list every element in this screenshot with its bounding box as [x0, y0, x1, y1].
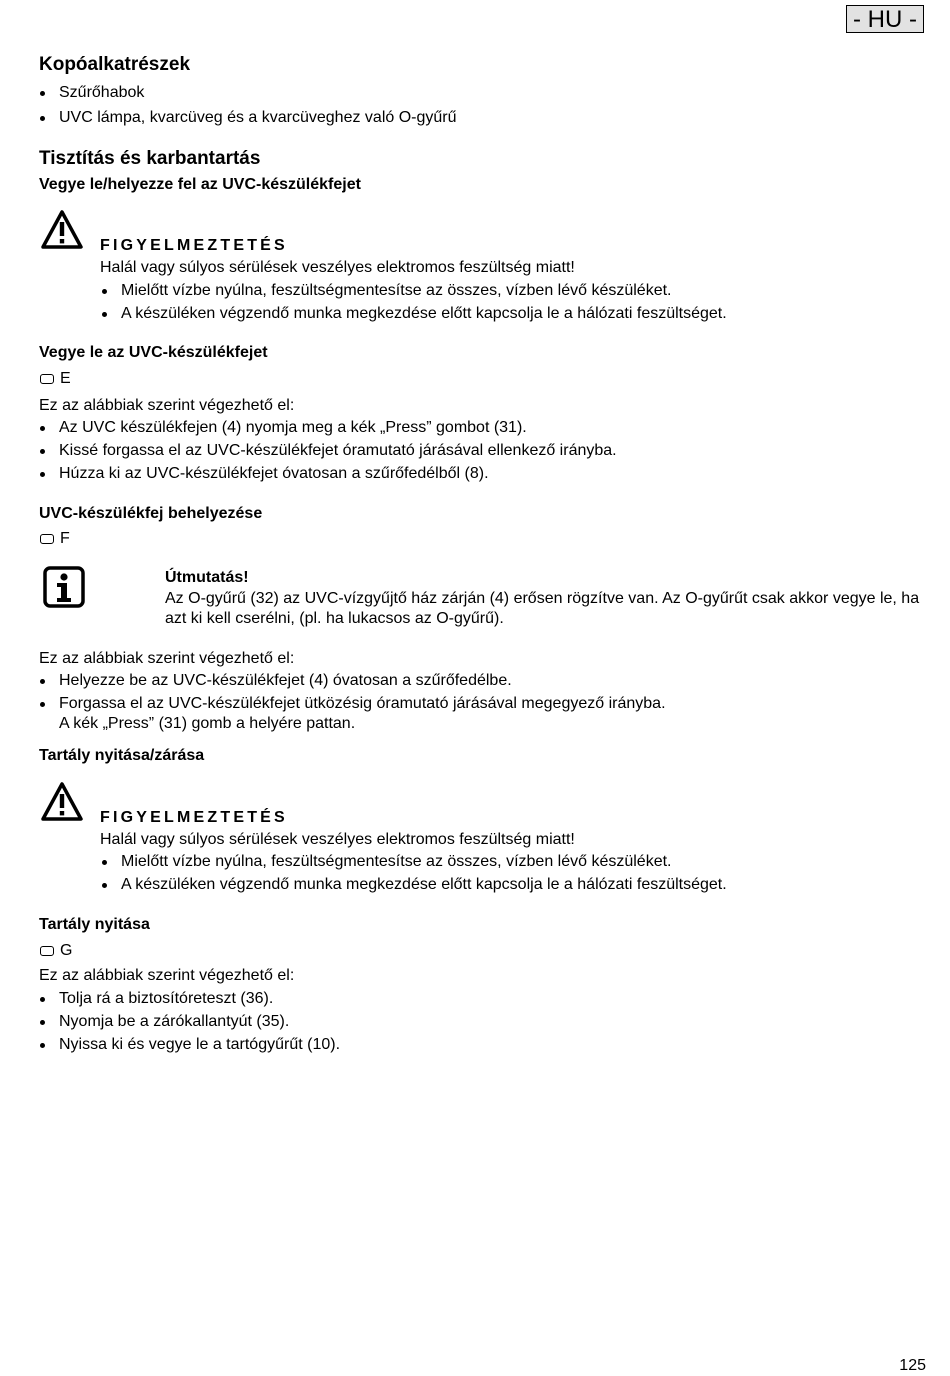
list-item-continuation: A kék „Press” (31) gomb a helyére pattan. [59, 715, 356, 732]
info-icon [43, 566, 85, 608]
list-item: Húzza ki az UVC-készülékfejet óvatosan a szűrőfedélből (8). [59, 465, 489, 482]
list-item: Nyissa ki és vegye le a tartógyűrűt (10). [59, 1036, 341, 1053]
figure-ref [40, 941, 72, 961]
list-item: Szűrőhabok [59, 84, 145, 101]
figure-ref-label: E [60, 370, 71, 387]
warning-text: Halál vagy súlyos sérülések veszélyes elektromos feszültség miatt! [100, 259, 575, 276]
list-item: Tolja rá a biztosítóreteszt (36). [59, 990, 274, 1007]
figure-ref-label: F [60, 530, 70, 547]
remove-heading: Vegye le az UVC-készülékfejet [39, 344, 268, 361]
warning-text: Halál vagy súlyos sérülések veszélyes elektromos feszültség miatt! [100, 831, 575, 848]
list-item: Mielőtt vízbe nyúlna, feszültségmentesítse az összes, vízben lévő készüléket. [121, 282, 672, 299]
note-title: Útmutatás! [165, 569, 249, 586]
list-item: Helyezze be az UVC-készülékfejet (4) óvatosan a szűrőfedélbe. [59, 672, 512, 689]
page-number: 125 [899, 1357, 926, 1374]
tank-heading: Tartály nyitása/zárása [39, 747, 205, 764]
list-item: Kissé forgassa el az UVC-készülékfejet óramutató járásával ellenkező irányba. [59, 442, 617, 459]
instruction-intro: Ez az alábbiak szerint végezhető el: [39, 397, 295, 414]
list-item: A készüléken végzendő munka megkezdése előtt kapcsolja le a hálózati feszültséget. [121, 305, 727, 322]
figure-ref [40, 369, 71, 389]
list-item: A készüléken végzendő munka megkezdése előtt kapcsolja le a hálózati feszültséget. [121, 876, 727, 893]
warning-title: FIGYELMEZTETÉS [100, 809, 288, 826]
list-item: Mielőtt vízbe nyúlna, feszültségmentesítse az összes, vízben lévő készüléket. [121, 853, 672, 870]
figure-ref-icon [40, 534, 54, 544]
figure-ref [40, 529, 70, 549]
warning-triangle-icon [40, 781, 84, 822]
figure-ref-icon [40, 946, 54, 956]
insert-heading: UVC-készülékfej behelyezése [39, 505, 263, 522]
list-item: Forgassa el az UVC-készülékfejet ütközésig óramutató járásával megegyező irányba. [59, 695, 666, 712]
language-tag: - HU - [846, 5, 924, 33]
maintenance-heading: Tisztítás és karbantartás [39, 148, 261, 169]
note-text: Az O-gyűrű (32) az UVC-vízgyűjtő ház zárján (4) erősen rögzítve van. Az O-gyűrűt csak akkor vegye le, ha azt ki kell cserélni, (pl. ha lukacsos az O-gyűrű). [165, 590, 920, 627]
open-tank-heading: Tartály nyitása [39, 916, 150, 933]
warning-triangle-icon [40, 209, 84, 250]
list-item: Nyomja be a zárókallantyút (35). [59, 1013, 290, 1030]
spare-parts-heading: Kopóalkatrészek [39, 54, 191, 75]
list-item: Az UVC készülékfejen (4) nyomja meg a kék „Press” gombot (31). [59, 419, 527, 436]
instruction-intro: Ez az alábbiak szerint végezhető el: [39, 650, 295, 667]
figure-ref-icon [40, 374, 54, 384]
warning-title: FIGYELMEZTETÉS [100, 237, 288, 254]
maintenance-subheading: Vegye le/helyezze fel az UVC-készülékfejet [39, 176, 361, 193]
figure-ref-label: G [60, 942, 73, 959]
instruction-intro: Ez az alábbiak szerint végezhető el: [39, 967, 295, 984]
list-item: UVC lámpa, kvarcüveg és a kvarcüveghez való O-gyűrű [59, 109, 457, 126]
